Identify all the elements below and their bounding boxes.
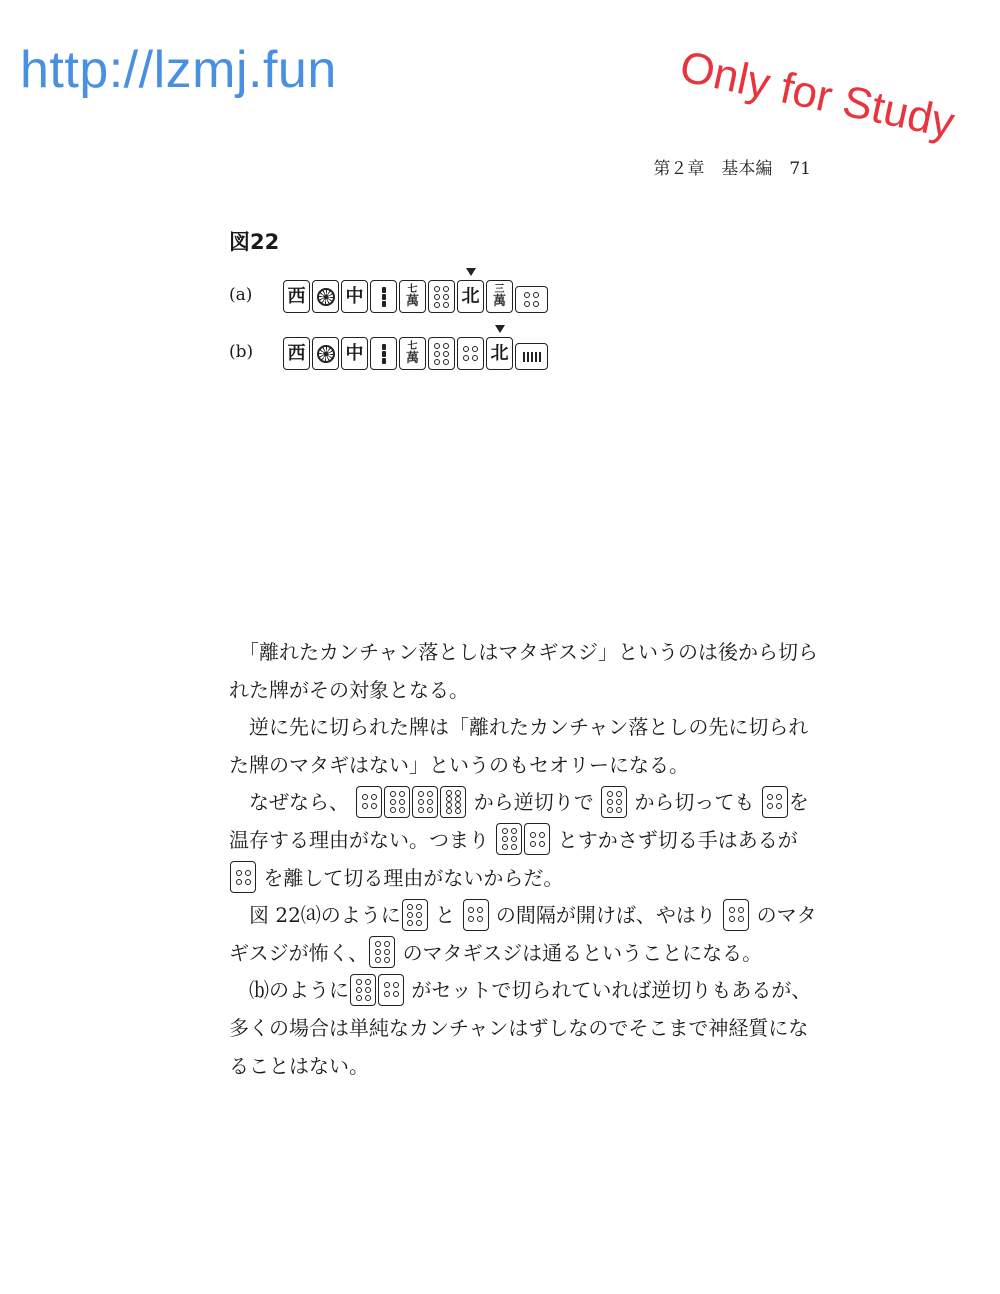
- 4-pin-inline-tile-icon: [378, 974, 404, 1006]
- sou-sideways-tile-icon: [515, 343, 548, 370]
- 6-pin-inline-tile-icon: [402, 899, 428, 931]
- text-run: 逆に先に切られた牌は「離れたカンチャン落としの先に切られた牌のマタギはない」というのもセオリーになる。: [229, 715, 809, 777]
- north-wind-tile-icon: [486, 337, 513, 370]
- text-run: なぜなら、: [249, 790, 349, 815]
- west-wind-tile-icon: [283, 337, 310, 370]
- tile-character: 北: [490, 342, 509, 364]
- red-dragon-tile-icon: [341, 280, 368, 313]
- tile-number: 七: [407, 284, 418, 295]
- 4-pin-inline-tile-icon: [463, 899, 489, 931]
- tile-number: 三: [494, 284, 505, 295]
- 4-pin-sideways-tile-icon: [515, 286, 548, 313]
- 6-pin-tile-icon: [428, 337, 455, 370]
- text-run: から切っても: [634, 790, 755, 815]
- figure-row-label: (b): [229, 342, 254, 362]
- red-dragon-tile-icon: [341, 337, 368, 370]
- 6-pin-inline-tile-icon: [369, 936, 395, 968]
- figure-title: 図22: [229, 230, 280, 254]
- tile-character: 西: [287, 285, 306, 307]
- running-head: 第２章 基本編 71: [653, 159, 811, 179]
- text-run: 図 22⒜のように: [249, 903, 401, 928]
- 6-pin-inline-tile-icon: [384, 786, 410, 818]
- sou-tile-icon: [370, 280, 397, 313]
- text-run: と: [435, 903, 456, 928]
- 4-pin-inline-tile-icon: [524, 823, 550, 855]
- text-run: ⒝のように: [249, 978, 349, 1003]
- 4-pin-inline-tile-icon: [230, 861, 256, 893]
- 6-pin-inline-tile-icon: [412, 786, 438, 818]
- 4-pin-inline-tile-icon: [723, 899, 749, 931]
- text-run: のマタギスジは通るということになる。: [402, 940, 763, 965]
- 6-pin-tile-icon: [428, 280, 455, 313]
- tile-character: 中: [345, 285, 364, 307]
- tile-hand: [283, 280, 550, 313]
- text-run: から逆切りで: [473, 790, 594, 815]
- body-text: [229, 634, 819, 1085]
- tile-suit: 萬: [405, 351, 419, 366]
- text-run: の間隔が開けば、やはり: [495, 903, 716, 928]
- white-dragon-tile-icon: [312, 280, 339, 313]
- tile-character: 西: [287, 342, 306, 364]
- 3-man-tile-icon: [486, 280, 513, 313]
- figure-row-label: (a): [229, 285, 253, 305]
- watermark-url: http://lzmj.fun: [20, 41, 337, 99]
- paragraph: [229, 634, 819, 709]
- north-wind-tile-icon: [457, 280, 484, 313]
- tile-suit: 萬: [492, 294, 506, 309]
- text-run: を温存する理由がない。つまり: [229, 790, 809, 852]
- 6-pin-inline-tile-icon: [350, 974, 376, 1006]
- 4-pin-tile-icon: [457, 337, 484, 370]
- west-wind-tile-icon: [283, 280, 310, 313]
- white-dragon-tile-icon: [312, 337, 339, 370]
- paragraph: [229, 709, 819, 784]
- tile-character: 北: [461, 285, 480, 307]
- 4-pin-inline-tile-icon: [356, 786, 382, 818]
- watermark-study: Only for Study: [675, 42, 959, 148]
- text-run: とすかさず切る手はあるが: [557, 827, 798, 852]
- paragraph: [229, 784, 819, 897]
- tile-character: 中: [345, 342, 364, 364]
- paragraph: [229, 972, 819, 1085]
- tile-number: 七: [407, 341, 418, 352]
- text-run: のマタギスジが怖く、: [229, 903, 817, 965]
- text-run: を離して切る理由がないからだ。: [263, 865, 564, 890]
- 7-man-tile-icon: [399, 280, 426, 313]
- tile-hand: [283, 337, 550, 370]
- 6-pin-inline-tile-icon: [496, 823, 522, 855]
- 7-man-tile-icon: [399, 337, 426, 370]
- paragraph: [229, 897, 819, 972]
- 6-pin-inline-tile-icon: [601, 786, 627, 818]
- text-run: がセットで切られていれば逆切りもあるが、多くの場合は単純なカンチャンはずしなのでそこまで神経質になることはない。: [229, 978, 812, 1078]
- 4-pin-inline-tile-icon: [762, 786, 788, 818]
- sou-tile-icon: [370, 337, 397, 370]
- tile-suit: 萬: [405, 294, 419, 309]
- 7-pin-inline-tile-icon: [440, 786, 466, 818]
- text-run: 「離れたカンチャン落としはマタギスジ」というのは後から切られた牌がその対象となる。: [229, 640, 818, 702]
